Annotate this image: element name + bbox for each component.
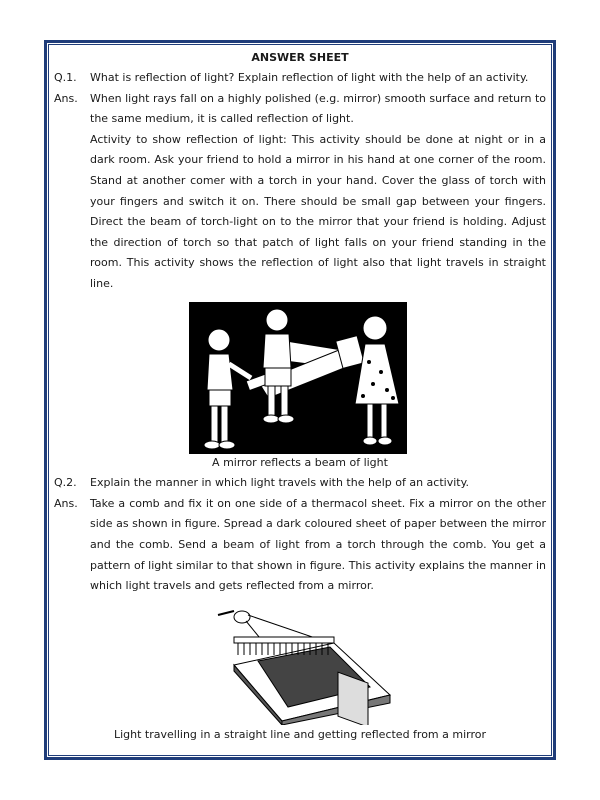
- question-1-text: What is reflection of light? Explain reflection of light with the help of an activity.: [90, 71, 529, 84]
- figure-2-caption: Light travelling in a straight line and getting reflected from a mirror: [113, 727, 487, 741]
- answer-2-label: Ans.: [54, 496, 78, 510]
- answer-1-activity: Activity to show reflection of light: This activity should be done at night or in a dark room. Ask your friend to hold a mirror in his hand at one corner of the room. Stand at another comer with a torch in your hand. Cover the glass of torch with your fingers and switch it on. There should be small gap between your fingers. Direct the beam of torch-light on to the mirror that your friend is holding. Adjust the direction of torch so that patch of light falls on your friend standing in the room. This activity shows the reflection of light also that light travels in straight line.: [90, 132, 546, 290]
- question-1: [52, 68, 548, 89]
- answer-2-text: Take a comb and fix it on one side of a thermacol sheet. Fix a mirror on the other side as shown in figure. Spread a dark coloured sheet of paper between the mirror and the comb. Send a beam of light from a torch through the comb. You get a pattern of light similar to that shown in figure. This activity explains the manner in which light travels and gets reflected from a mirror.: [90, 496, 546, 593]
- answer-1: [52, 89, 548, 295]
- comb-mirror-illustration: [214, 603, 394, 725]
- answer-1-definition: When light rays fall on a highly polished (e.g. mirror) smooth surface and return to the same medium, it is called reflection of light.: [90, 91, 546, 126]
- figure-1-caption: A mirror reflects a beam of light: [212, 455, 388, 469]
- answer-sheet: [52, 50, 548, 745]
- page-title: ANSWER SHEET: [251, 51, 349, 64]
- question-2: [52, 473, 548, 494]
- question-1-label: Q.1.: [54, 71, 77, 84]
- figure-2: [52, 597, 548, 725]
- figure-1: [52, 295, 548, 453]
- question-2-text: Explain the manner in which light travels with the help of an activity.: [90, 476, 470, 490]
- mirror-reflection-illustration: [189, 302, 407, 454]
- answer-2: [52, 494, 548, 597]
- question-2-label: Q.2.: [54, 476, 77, 490]
- answer-1-label: Ans.: [54, 91, 78, 105]
